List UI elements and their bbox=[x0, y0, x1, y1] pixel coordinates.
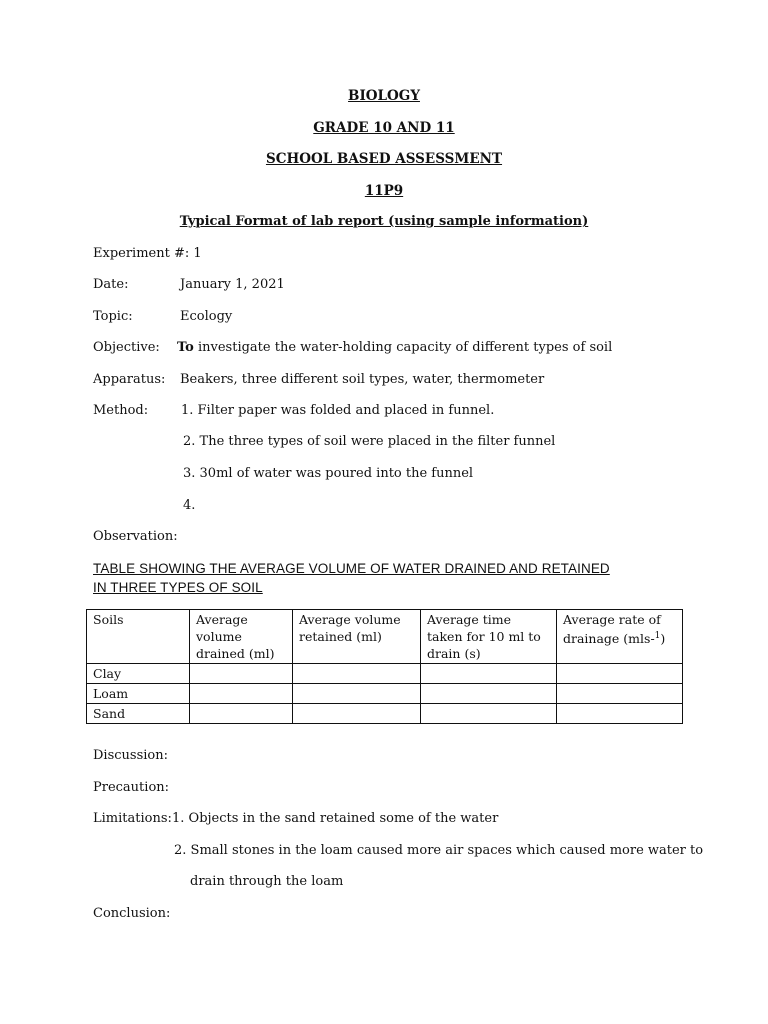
objective-label: Objective: bbox=[93, 340, 160, 355]
drainage-rate-sup: 1 bbox=[654, 631, 661, 641]
method-step-3: 3. 30ml of water was poured into the funnel bbox=[183, 466, 474, 481]
discussion-label: Discussion: bbox=[93, 748, 168, 763]
conclusion-label: Conclusion: bbox=[93, 906, 171, 921]
objective-lead: To bbox=[177, 340, 194, 355]
precaution-label: Precaution: bbox=[93, 780, 170, 795]
method-step-2: 2. The three types of soil were placed in the filter funnel bbox=[183, 434, 556, 449]
table-cell bbox=[293, 664, 421, 684]
table-cell bbox=[293, 704, 421, 724]
table-row bbox=[87, 684, 683, 704]
subject-heading: BIOLOGY bbox=[348, 88, 420, 104]
table-caption-line-1: TABLE SHOWING THE AVERAGE VOLUME OF WATER DRAINED AND RETAINED bbox=[93, 561, 610, 576]
format-title: Typical Format of lab report (using sample information) bbox=[179, 214, 589, 229]
row-label-loam: Loam bbox=[87, 684, 190, 704]
header-time-taken: Average time taken for 10 ml to drain (s) bbox=[421, 610, 557, 664]
table-cell bbox=[557, 704, 683, 724]
table-header-row bbox=[87, 610, 683, 664]
table-cell bbox=[190, 664, 293, 684]
table-cell bbox=[421, 684, 557, 704]
drainage-rate-text: Average rate of drainage (mls- bbox=[563, 612, 661, 647]
limitations-label: Limitations: bbox=[93, 811, 172, 826]
drainage-rate-close: ) bbox=[660, 631, 666, 647]
table-cell bbox=[421, 664, 557, 684]
header-drainage-rate bbox=[557, 610, 683, 664]
soil-drainage-table bbox=[86, 609, 683, 724]
table-caption-line-2: IN THREE TYPES OF SOIL bbox=[93, 580, 263, 595]
limitation-2: 2. Small stones in the loam caused more air spaces which caused more water to bbox=[174, 843, 704, 858]
table-cell bbox=[557, 664, 683, 684]
row-label-sand: Sand bbox=[87, 704, 190, 724]
table-row bbox=[87, 704, 683, 724]
experiment-label: Experiment #: bbox=[93, 246, 190, 261]
topic-label: Topic: bbox=[93, 309, 133, 324]
grade-heading: GRADE 10 AND 11 bbox=[313, 120, 455, 136]
experiment-value: 1 bbox=[193, 246, 202, 261]
topic-value: Ecology bbox=[180, 309, 233, 324]
objective-text: investigate the water-holding capacity of different types of soil bbox=[193, 340, 613, 355]
method-step-1: 1. Filter paper was folded and placed in funnel. bbox=[181, 403, 495, 418]
assessment-heading: SCHOOL BASED ASSESSMENT bbox=[265, 151, 503, 167]
observation-label: Observation: bbox=[93, 529, 178, 544]
date-value: January 1, 2021 bbox=[180, 277, 285, 292]
table-cell bbox=[190, 704, 293, 724]
limitation-1: 1. Objects in the sand retained some of the water bbox=[172, 811, 499, 826]
row-label-clay: Clay bbox=[87, 664, 190, 684]
limitation-2-continued: drain through the loam bbox=[190, 874, 344, 889]
experiment-line bbox=[93, 246, 202, 261]
objective-value bbox=[177, 340, 612, 355]
header-volume-retained: Average volume retained (ml) bbox=[293, 610, 421, 664]
table-row bbox=[87, 664, 683, 684]
table-cell bbox=[421, 704, 557, 724]
header-soils: Soils bbox=[87, 610, 190, 664]
apparatus-label: Apparatus: bbox=[93, 372, 166, 387]
apparatus-value: Beakers, three different soil types, water, thermometer bbox=[180, 372, 545, 387]
code-heading: 11P9 bbox=[364, 183, 404, 199]
date-label: Date: bbox=[93, 277, 129, 292]
header-volume-drained: Average volume drained (ml) bbox=[190, 610, 293, 664]
table-cell bbox=[557, 684, 683, 704]
method-step-4: 4. bbox=[183, 498, 196, 513]
table-cell bbox=[190, 684, 293, 704]
table-cell bbox=[293, 684, 421, 704]
method-label: Method: bbox=[93, 403, 149, 418]
